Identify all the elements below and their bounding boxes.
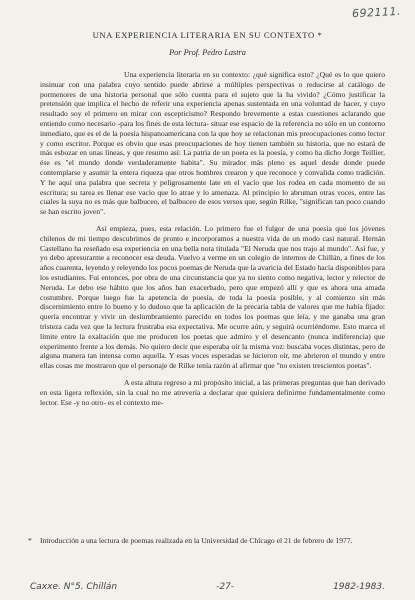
handwritten-years: 1982-1983. (333, 582, 385, 592)
footnote (28, 536, 390, 546)
paragraph-2: Así empieza, pues, esta relación. Lo primero fue el fulgor de una poesía que los jóvenes chilenos de mi tiempo descubrimos de pronto e incorporamos a nuestra vida de un modo casi natural. Hernán Castellano ha reseñado esa experiencia en una bella nota titulada "El Neruda que nos trajo al mundo". Así fue, y yo debo apresurarme a reconocer esa deuda. Vuelvo a verme en un colegio de internos de Chillán, a fines de los años cuarenta, leyendo y releyendo los pocos poemas de Neruda que la avaricia del Estado hacía disponibles para los estudiantes. Fui entonces, por obra de una circunstancia que ya no siento como negativa, lector y relector de Neruda. Le debo ese hábito que los años han exacerbado, pero que empezó allí y que es ahora una amada costumbre. Porque luego fue la apetencia de poesía, de toda la poesía posible, y al comienzo sin más discernimiento entre lo bueno y lo dudoso que la aplicación de la precaria tabla de valores que me había fijado: quería encontrar y vivir un deslumbramiento parecido en todos los poemas que leía, y me ganaba una gran tristeza cada vez que la lectura frustraba esa expectativa. Me ocurre aún, y seguirá ocurriéndome. Esto marca el límite entre la exaltación que me producen los poetas que admiro y el desencanto (nunca indiferencia) que experimento frente a los demás. No quiero decir que esperaba oír la misma voz: buscaba voces distintas, pero de alguna manera tan intensa como aquella. Y esas voces esperadas se hicieron oír, me abrieron el mundo y entre ellas cosas me mostraron que el personaje de Rilke tenía razón al afirmar que "no existen trescientos poetas". (40, 223, 385, 371)
article-author: Por Prof. Pedro Lastra (169, 48, 246, 57)
handwritten-catalog-number: 692111. (351, 4, 402, 21)
footnote-text: Introducción a una lectura de poemas realizada en la Universidad de Chicago el 21 de febrero de 1977. (40, 536, 353, 545)
page-number: -27- (216, 582, 235, 592)
paragraph-1: Una experiencia literaria en su contexto: ¿qué significa esto? ¿Qué es lo que quiero insinuar con una palabra cuyo sentido puede abrirse a múltiples perspectivas o reducirse al catálogo de pormenores de una historia personal que sólo cuenta para el sujeto que la ha vivido? ¿Cómo justificar la pretensión que implica el hecho de referir una experiencia apenas sustentada en una voluntad de hacer, y cuyo resultado soy el primero en mirar con escepticismo? Respondo brevemente a estas cuestiones aclarando que entiendo como necesario -para los fines de esta lectura- situar ese espacio de la referencia no sólo en un contorno inmediato, que es el de la poesía hispanoamericana con la que hoy se relacionan mis preocupaciones como lector y como escritor. Porque es obvio que esas preocupaciones de hoy tienen también su historia, que no estará de más esbozar en unas líneas, y que resumo así: La patria de un poeta es la poesía, y como ha dicho Jorge Teillier, ése es "el mundo donde verdaderamente habita". Su mirador más pleno es aquel desde donde puede contemplarse y asumir la entera riqueza que otros hombres crearon y que reconoce y convalida como tradición. Y he aquí una palabra que secreta y peligrosamente late en el vacío que los rodea en cada momento de su escritura; su tarea es llenar ese vacío que lo atrae y lo amenaza. Al principio lo abruman otras voces, entre las cuales la suya no es más que balbuceo, el balbuceo de esos versos que, según Rilke, "significan tan poco cuando se han escrito joven". (40, 70, 385, 217)
handwritten-citation (30, 582, 385, 592)
article-title: UNA EXPERIENCIA LITERARIA EN SU CONTEXTO * (92, 30, 323, 40)
article-body (40, 70, 385, 414)
handwritten-journal: Caxxe. N°5. Chillán (30, 582, 118, 592)
footnote-mark: * (28, 536, 32, 545)
paragraph-3: A esta altura regreso a mi propósito inicial, a las primeras preguntas que han derivado en esta ligera reflexión, sin la cual no me atrevería a declarar que quisiera definirme fundamentalmente como lector. Ese -y no otro- es el contexto me- (40, 377, 385, 407)
